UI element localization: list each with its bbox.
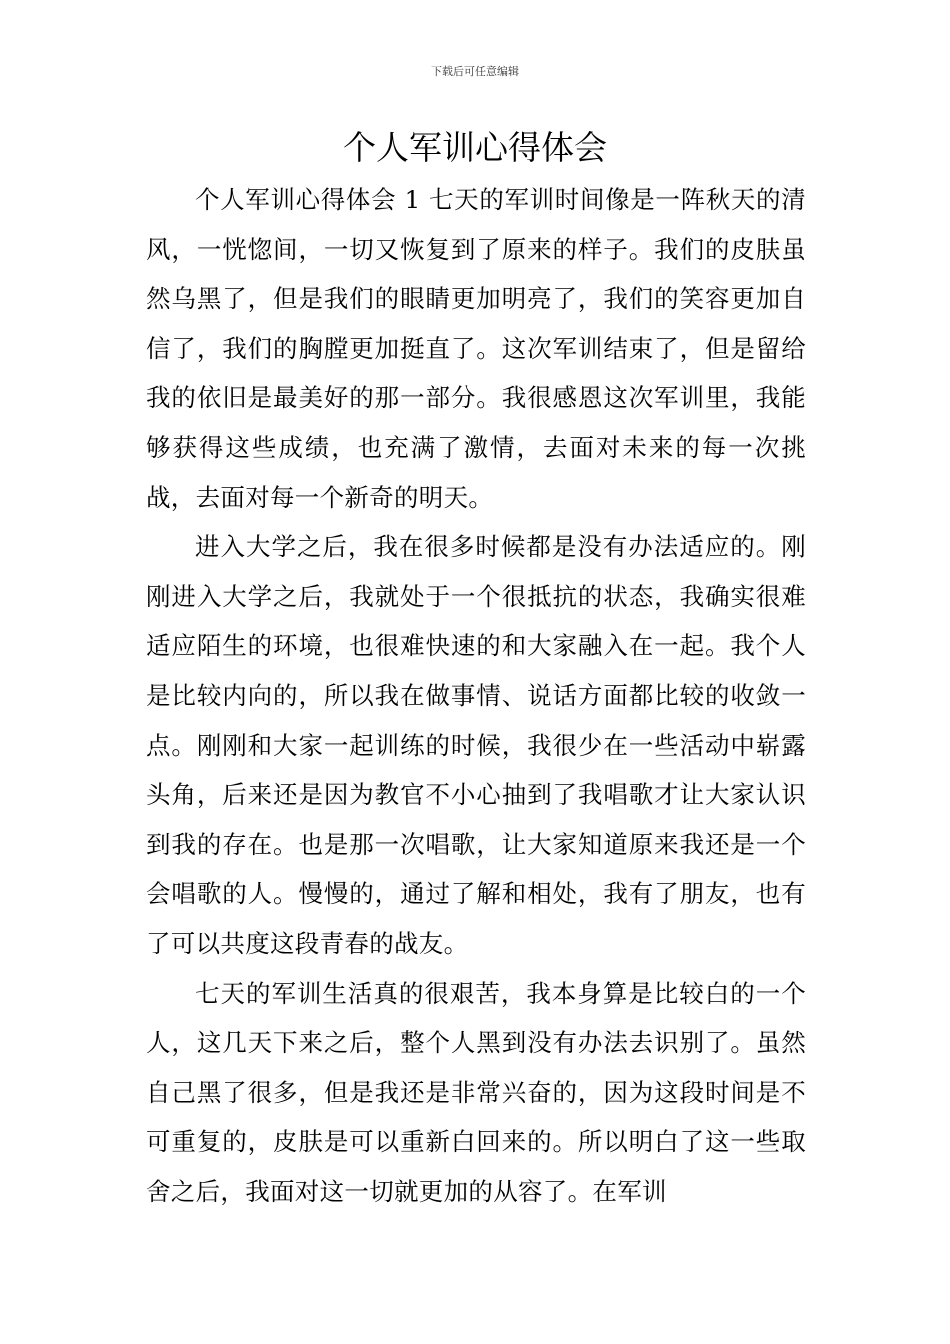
document-body (146, 175, 806, 1216)
document-title: 个人军训心得体会 (343, 128, 607, 167)
paragraph: 个人军训心得体会 1 七天的军训时间像是一阵秋天的清风，一恍惚间，一切又恢复到了原来的样子。我们的皮肤虽然乌黑了，但是我们的眼睛更加明亮了，我们的笑容更加自信了，我们的胸膛更加挺直了。这次军训结束了，但是留给我的依旧是最美好的那一部分。我很感恩这次军训里，我能够获得这些成绩，也充满了激情，去面对未来的每一次挑战，去面对每一个新奇的明天。 (146, 185, 806, 512)
paragraph: 七天的军训生活真的很艰苦，我本身算是比较白的一个人，这几天下来之后，整个人黑到没有办法去识别了。虽然自己黑了很多，但是我还是非常兴奋的，因为这段时间是不可重复的，皮肤是可以重新白回来的。所以明白了这一些取舍之后，我面对这一切就更加的从容了。在军训 (146, 978, 806, 1206)
header-note: 下载后可任意编辑 (431, 65, 519, 78)
paragraph: 进入大学之后，我在很多时候都是没有办法适应的。刚刚进入大学之后，我就处于一个很抵抗的状态，我确实很难适应陌生的环境，也很难快速的和大家融入在一起。我个人是比较内向的，所以我在做事情、说话方面都比较的收敛一点。刚刚和大家一起训练的时候，我很少在一些活动中崭露头角，后来还是因为教官不小心抽到了我唱歌才让大家认识到我的存在。也是那一次唱歌，让大家知道原来我还是一个会唱歌的人。慢慢的，通过了解和相处，我有了朋友，也有了可以共度这段青春的战友。 (146, 532, 806, 958)
